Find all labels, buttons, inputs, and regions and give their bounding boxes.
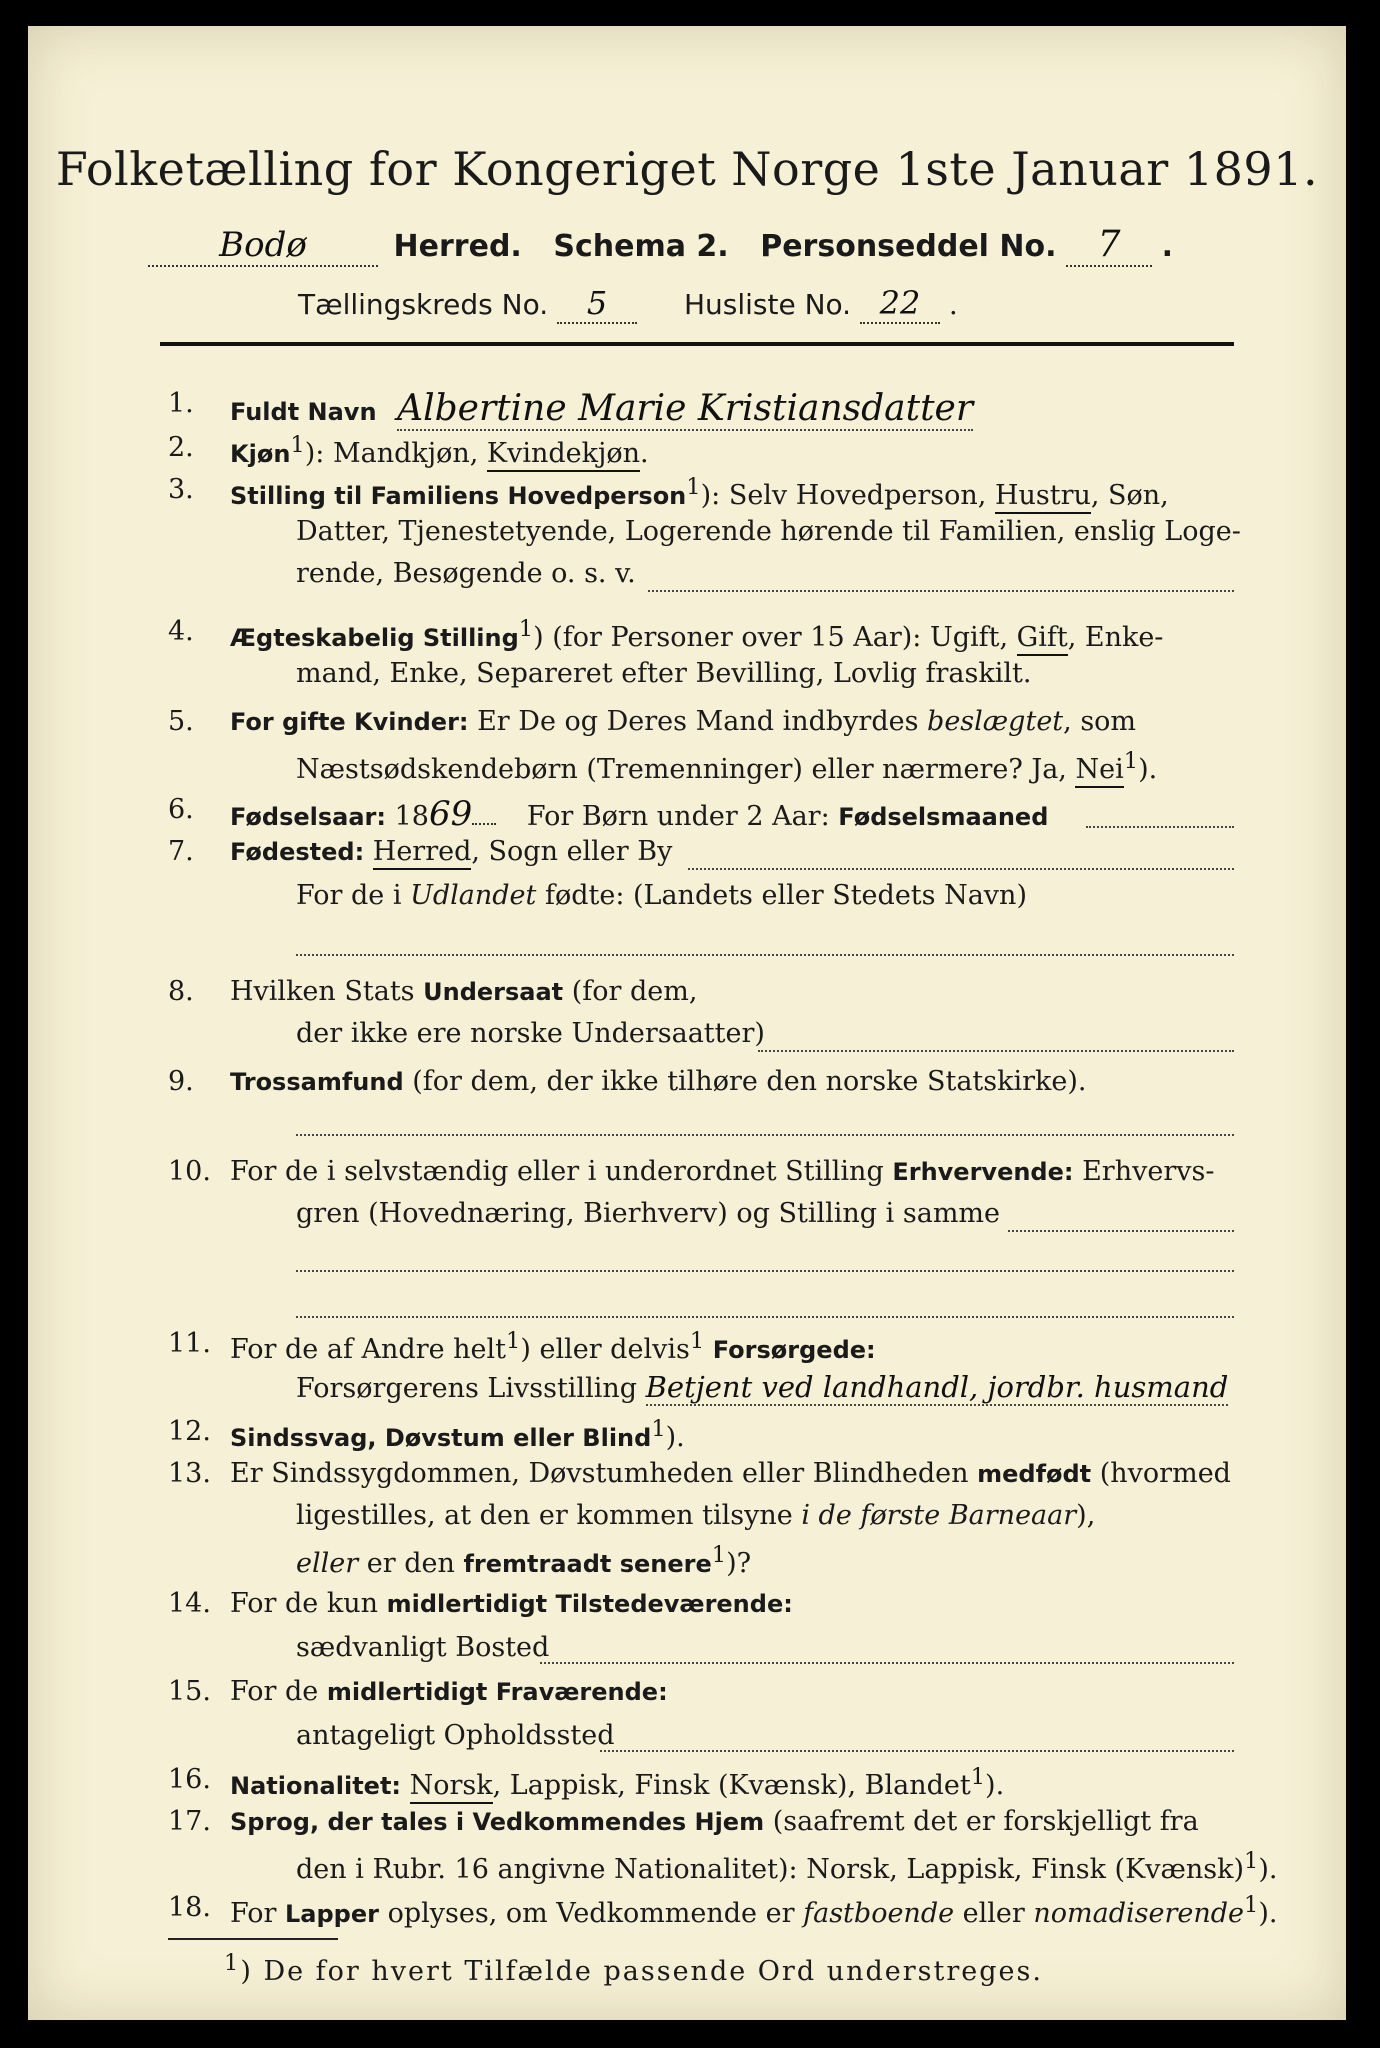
herred-field bbox=[148, 225, 378, 267]
header-line-1: Bodø Herred. Schema 2. Personseddel No. 7 . bbox=[148, 224, 1173, 267]
item-9-number: 9. bbox=[168, 1066, 194, 1097]
birth-month-label: Fødselsmaaned bbox=[838, 803, 1049, 831]
item-5-line-2: Næstsødskendebørn (Tremenninger) eller nærmere? Ja, Nei$^1$). bbox=[296, 748, 1157, 785]
item-12-number: 12. bbox=[168, 1416, 211, 1447]
item-10: For de i selvstændig eller i underordnet Stilling Erhvervende: Erhvervs- bbox=[230, 1156, 1215, 1187]
herred-value: Bodø bbox=[219, 225, 307, 265]
item-4-line-2: mand, Enke, Separeret efter Bevilling, Lovlig fraskilt. bbox=[296, 658, 1032, 689]
item-11-label: Forsørgede: bbox=[712, 1336, 876, 1364]
footnote-rule bbox=[168, 1938, 338, 1940]
husliste-value: 22 bbox=[879, 284, 921, 322]
item-4: Ægteskabelig Stilling$^1$) (for Personer over 15 Aar): Ugift, Gift, Enke- bbox=[230, 616, 1163, 653]
item-17-number: 17. bbox=[168, 1806, 211, 1837]
item-14-fill bbox=[540, 1662, 1234, 1664]
item-10-fill bbox=[1008, 1230, 1234, 1232]
item-8-line-2: der ikke ere norske Undersaatter) bbox=[296, 1018, 765, 1049]
husliste-field bbox=[860, 284, 940, 324]
header-line-2: Tællingskreds No. 5 Husliste No. 22 . bbox=[298, 284, 958, 322]
item-1-label: Fuldt Navn bbox=[230, 398, 377, 426]
item-3-line-3: rende, Besøgende o. s. v. bbox=[296, 558, 636, 589]
item-5-label: For gifte Kvinder: bbox=[230, 708, 469, 736]
herred-label: Herred. bbox=[393, 229, 522, 264]
item-4-number: 4. bbox=[168, 616, 194, 647]
item-6: Fødselsaar: 1869 For Børn under 2 Aar: Fødselsmaaned bbox=[230, 794, 1049, 834]
item-14-line-2: sædvanligt Bosted bbox=[296, 1632, 550, 1663]
item-7-label: Fødested: bbox=[230, 838, 365, 866]
item-15-line-2: antageligt Opholdssted bbox=[296, 1720, 615, 1751]
census-form bbox=[28, 26, 1346, 2020]
item-10-fill-3 bbox=[296, 1316, 1234, 1318]
sex-selected: Kvindekjøn bbox=[487, 438, 640, 472]
item-14-label: midlertidigt Tilstedeværende: bbox=[386, 1590, 793, 1618]
item-3-fill bbox=[648, 590, 1234, 592]
item-3-line-2: Datter, Tjenestetyende, Logerende hørende til Familien, enslig Loge- bbox=[296, 516, 1241, 547]
kreds-value: 5 bbox=[586, 284, 608, 322]
husliste-label: Husliste No. bbox=[683, 288, 852, 321]
item-10-label: Erhvervende: bbox=[892, 1158, 1074, 1186]
item-8-label: Undersaat bbox=[423, 978, 564, 1006]
personseddel-value: 7 bbox=[1097, 224, 1121, 265]
item-5-number: 5. bbox=[168, 706, 194, 737]
item-7-line-2: For de i Udlandet fødte: (Landets eller Stedets Navn) bbox=[296, 880, 1027, 911]
item-11-line-2: Forsørgerens Livsstilling Betjent ved landhandl, jordbr. husmand bbox=[296, 1370, 1229, 1404]
marital-selected: Gift bbox=[1017, 622, 1068, 656]
item-7-fill-2 bbox=[296, 954, 1234, 956]
item-14: For de kun midlertidigt Tilstedeværende: bbox=[230, 1588, 793, 1619]
item-2: Kjøn$^1$): Mandkjøn, Kvindekjøn. bbox=[230, 432, 649, 469]
item-1-number: 1. bbox=[168, 388, 194, 419]
item-7: Fødested: Herred, Sogn eller By bbox=[230, 836, 672, 867]
item-1 bbox=[230, 388, 973, 429]
item-4-label: Ægteskabelig Stilling bbox=[230, 624, 519, 652]
full-name-value: Albertine Marie Kristiansdatter bbox=[397, 388, 974, 429]
item-10-line-2: gren (Hovednæring, Bierhverv) og Stilling i samme bbox=[296, 1198, 1001, 1229]
item-3-label: Stilling til Familiens Hovedperson bbox=[230, 482, 687, 510]
item-9-fill bbox=[296, 1134, 1234, 1136]
item-15-fill bbox=[600, 1750, 1234, 1752]
item-13: Er Sindssygdommen, Døvstumheden eller Blindheden medfødt (hvormed bbox=[230, 1458, 1231, 1489]
item-6-label: Fødselsaar: bbox=[230, 803, 386, 831]
provider-occupation-value: Betjent ved landhandl, jordbr. husmand bbox=[645, 1370, 1229, 1404]
item-8-fill bbox=[758, 1050, 1234, 1052]
item-11-number: 11. bbox=[168, 1328, 211, 1359]
item-8-number: 8. bbox=[168, 976, 194, 1007]
schema-label: Schema 2. bbox=[553, 229, 729, 264]
item-11: For de af Andre helt$^1$) eller delvis$^1$ Forsørgede: bbox=[230, 1328, 876, 1365]
item-13-line-3: eller er den fremtraadt senere$^1$)? bbox=[296, 1542, 752, 1579]
item-5: For gifte Kvinder: Er De og Deres Mand indbyrdes beslægtet, som bbox=[230, 706, 1137, 737]
item-2-label: Kjøn bbox=[230, 440, 291, 468]
header-rule bbox=[160, 342, 1234, 346]
item-9-label: Trossamfund bbox=[230, 1068, 404, 1096]
birthplace-selected: Herred bbox=[373, 836, 472, 870]
family-position-selected: Hustru bbox=[995, 480, 1091, 514]
item-18-number: 18. bbox=[168, 1892, 211, 1923]
form-title: Folketælling for Kongeriget Norge 1ste Januar 1891. bbox=[55, 142, 1319, 196]
item-7-fill bbox=[688, 868, 1234, 870]
kreds-field bbox=[557, 284, 637, 324]
related-selected: Nei bbox=[1075, 754, 1123, 788]
personseddel-field bbox=[1066, 224, 1152, 267]
item-2-number: 2. bbox=[168, 432, 194, 463]
item-13-label: medfødt bbox=[977, 1460, 1092, 1488]
item-8: Hvilken Stats Undersaat (for dem, bbox=[230, 976, 698, 1007]
item-15: For de midlertidigt Fraværende: bbox=[230, 1676, 668, 1707]
birth-year-value: 69 bbox=[428, 794, 473, 834]
nationality-selected: Norsk bbox=[410, 1770, 493, 1804]
item-13-number: 13. bbox=[168, 1458, 211, 1489]
item-10-fill-2 bbox=[296, 1270, 1234, 1272]
item-9: Trossamfund (for dem, der ikke tilhøre den norske Statskirke). bbox=[230, 1066, 1087, 1097]
item-16: Nationalitet: Norsk, Lappisk, Finsk (Kvænsk), Blandet$^1$). bbox=[230, 1764, 1004, 1801]
item-16-label: Nationalitet: bbox=[230, 1772, 402, 1800]
item-15-label: midlertidigt Fraværende: bbox=[326, 1678, 668, 1706]
item-16-number: 16. bbox=[168, 1764, 211, 1795]
item-6-fill bbox=[1086, 826, 1234, 828]
item-18: For Lapper oplyses, om Vedkommende er fastboende eller nomadiserende$^1$). bbox=[230, 1892, 1278, 1929]
kreds-label: Tællingskreds No. bbox=[298, 288, 549, 321]
item-17: Sprog, der tales i Vedkommendes Hjem (saafremt det er forskjelligt fra bbox=[230, 1806, 1199, 1837]
item-13-line-2: ligestilles, at den er kommen tilsyne i de første Barneaar), bbox=[296, 1500, 1096, 1531]
item-12: Sindssvag, Døvstum eller Blind$^1$). bbox=[230, 1416, 685, 1453]
item-6-number: 6. bbox=[168, 794, 194, 825]
item-17-label: Sprog, der tales i Vedkommendes Hjem bbox=[230, 1808, 765, 1836]
item-3: Stilling til Familiens Hovedperson$^1$): Selv Hovedperson, Hustru, Søn, bbox=[230, 474, 1169, 511]
item-3-number: 3. bbox=[168, 474, 194, 505]
item-14-number: 14. bbox=[168, 1588, 211, 1619]
personseddel-label: Personseddel No. bbox=[760, 229, 1057, 264]
item-12-label: Sindssvag, Døvstum eller Blind bbox=[230, 1424, 652, 1452]
item-17-line-2: den i Rubr. 16 angivne Nationalitet): Norsk, Lappisk, Finsk (Kvænsk)$^1$). bbox=[296, 1848, 1278, 1885]
item-10-number: 10. bbox=[168, 1156, 211, 1187]
footnote: $^1$) De for hvert Tilfælde passende Ord understreges. bbox=[224, 1950, 1043, 1987]
item-18-label: Lapper bbox=[285, 1900, 379, 1928]
item-15-number: 15. bbox=[168, 1676, 211, 1707]
item-7-number: 7. bbox=[168, 836, 194, 867]
